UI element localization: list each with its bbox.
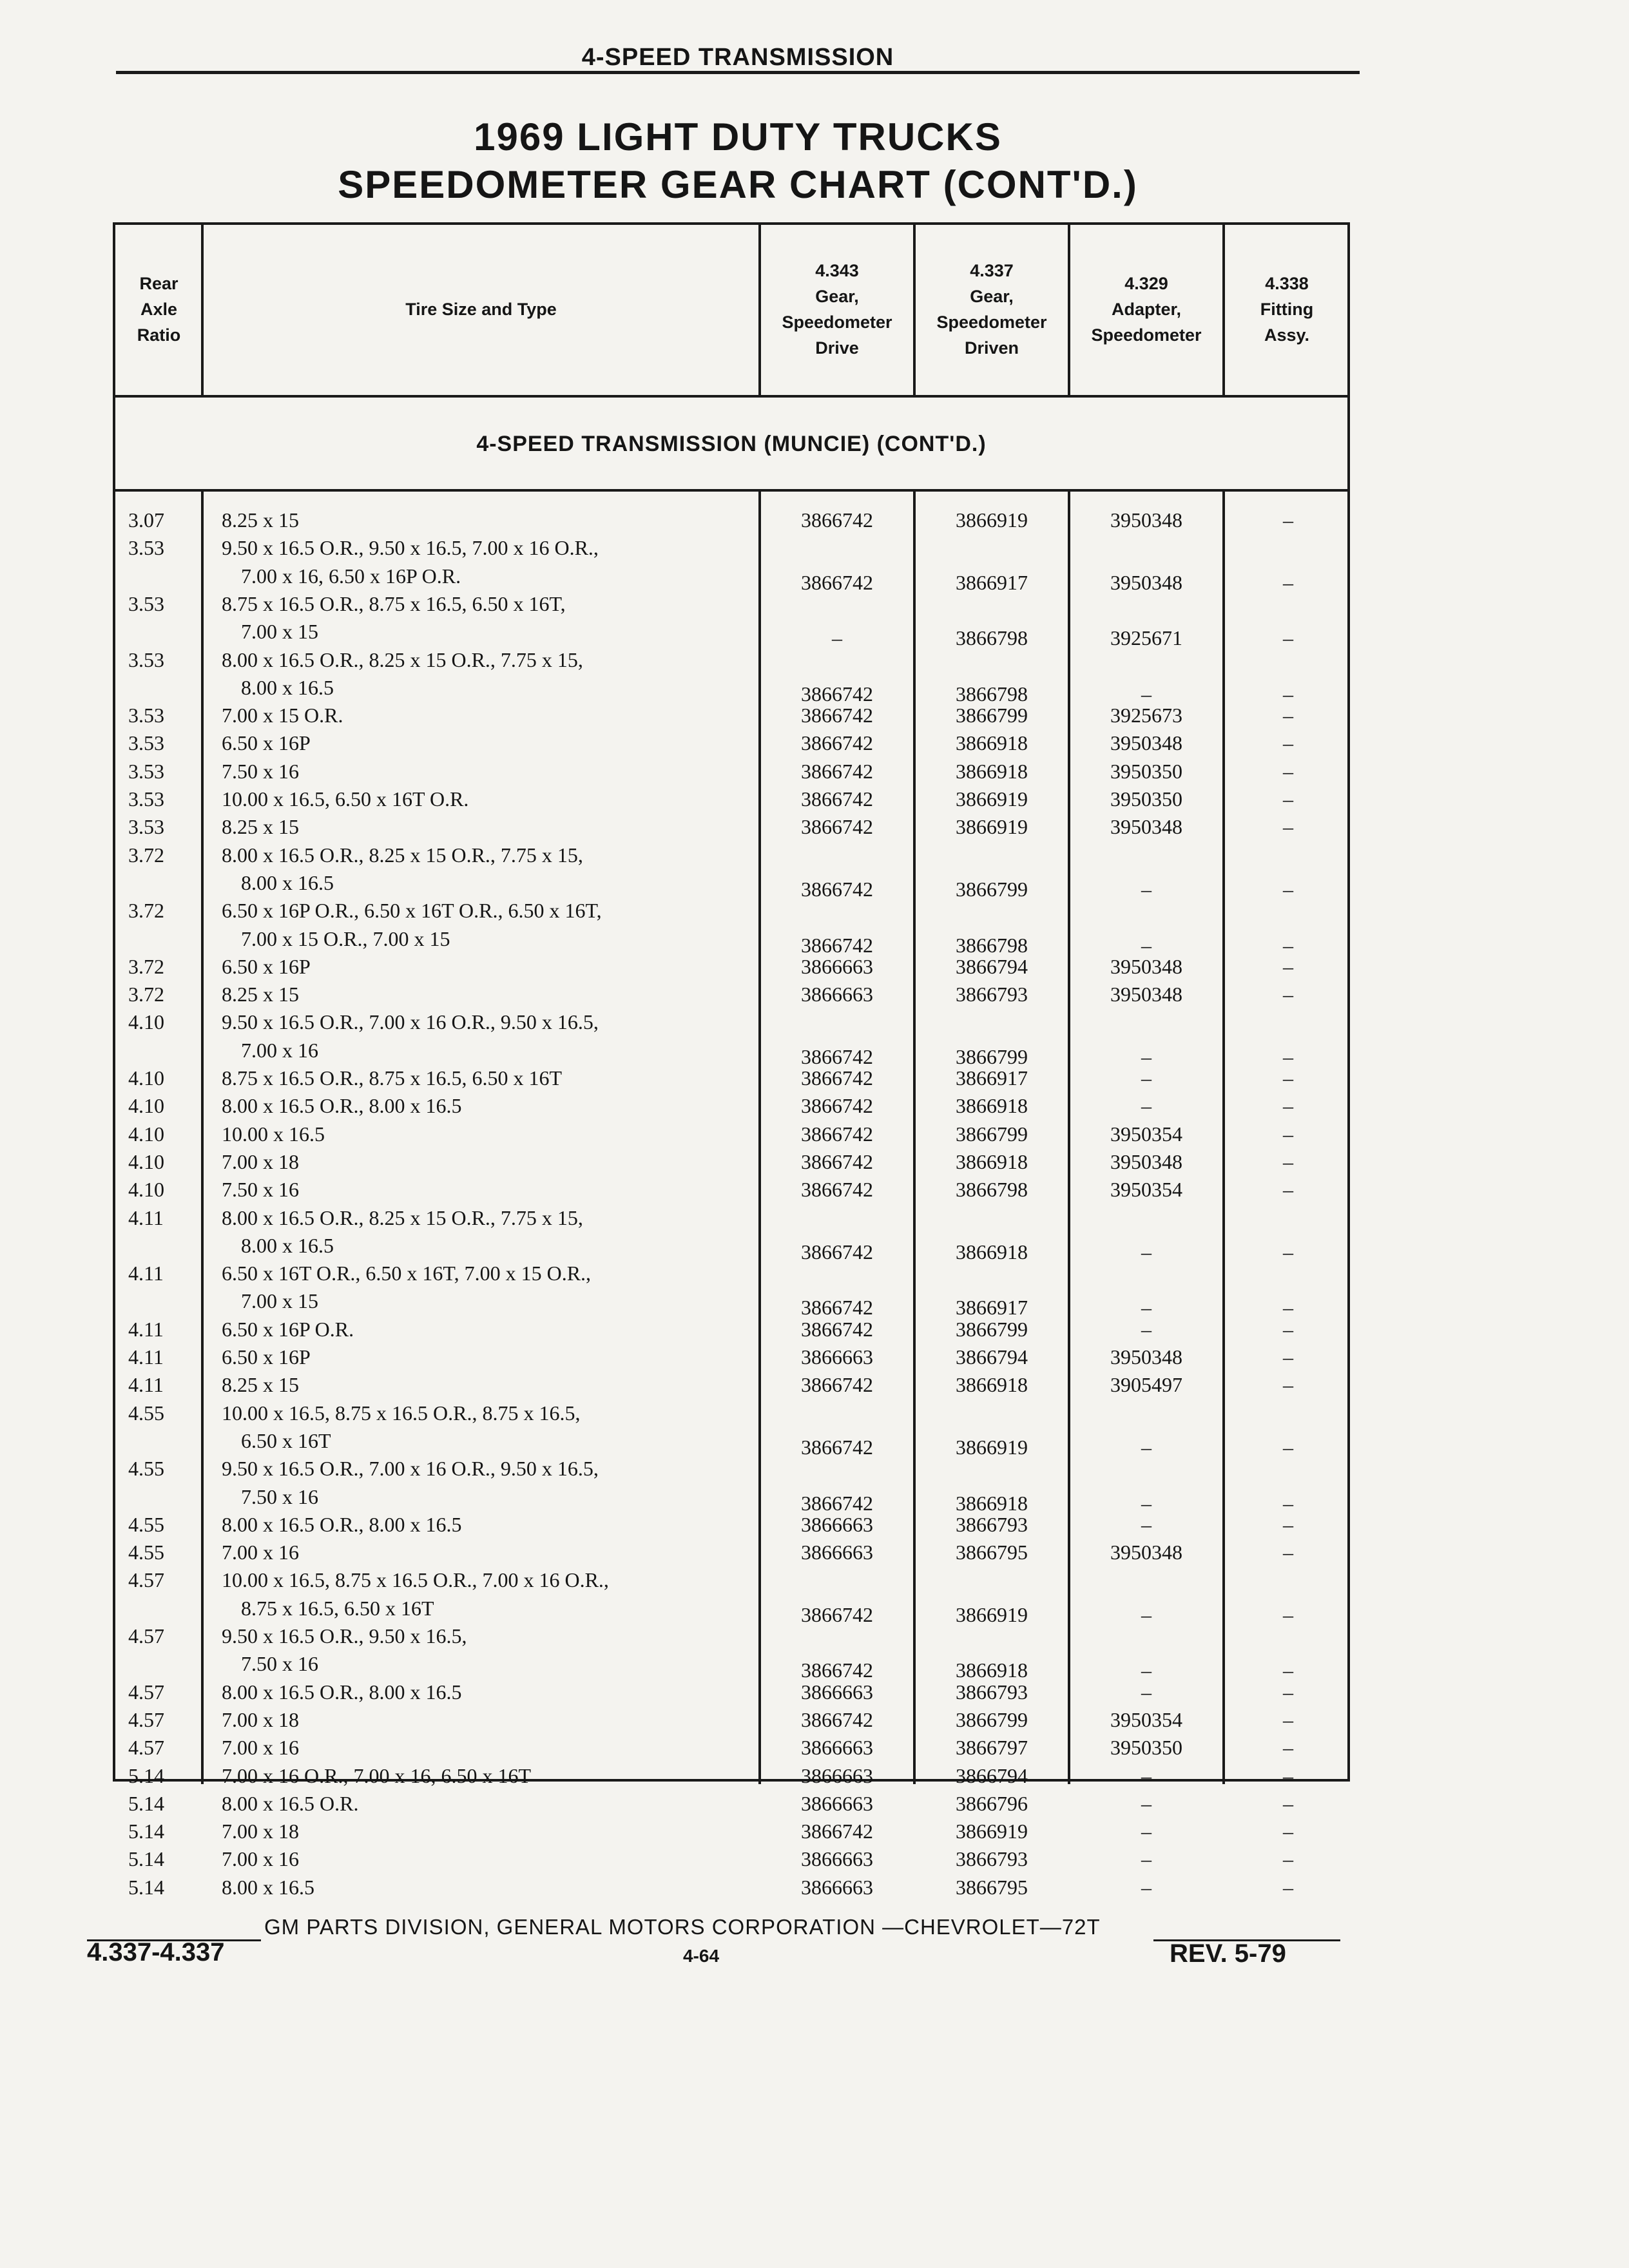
driven-gear-part: 3866795 [956,1541,1028,1564]
tire-size: 8.25 x 15 [222,508,299,532]
drive-gear-part: 3866742 [801,1602,873,1626]
tire-size: 8.75 x 16.5 O.R., 8.75 x 16.5, 6.50 x 16T [222,1066,562,1090]
drive-gear-part: – [832,626,842,650]
adapter-part: – [1141,682,1152,706]
fitting-assy-part: – [1283,1149,1293,1173]
rear-axle-ratio: 3.07 [128,508,164,532]
rear-axle-ratio: 3.72 [128,983,164,1006]
rear-axle-ratio: 3.53 [128,591,164,615]
tire-size: 7.50 x 16 [241,1652,318,1676]
adapter-part: – [1141,1791,1152,1815]
adapter-part: 3950354 [1110,1707,1182,1731]
drive-gear-part: 3866742 [801,1658,873,1682]
drive-gear-part: 3866663 [801,954,873,978]
rear-axle-ratio: 5.14 [128,1847,164,1871]
drive-gear-part: 3866742 [801,815,873,839]
fitting-assy-part: – [1283,1680,1293,1704]
fitting-assy-part: – [1283,1435,1293,1459]
rear-axle-ratio: 4.11 [128,1373,164,1397]
tire-size: 7.50 x 16 [241,1485,318,1508]
tire-size: 7.50 x 16 [222,1178,299,1202]
rear-axle-ratio: 3.53 [128,704,164,727]
adapter-part: – [1141,1820,1152,1843]
drive-gear-part: 3866742 [801,1044,873,1068]
driven-gear-part: 3866799 [956,704,1028,727]
rear-axle-ratio: 3.53 [128,536,164,560]
table-subheader: 4-SPEED TRANSMISSION (MUNCIE) (CONT'D.) [476,431,987,456]
drive-gear-part: 3866663 [801,1875,873,1899]
driven-gear-part: 3866917 [956,1066,1028,1090]
drive-gear-part: 3866663 [801,1345,873,1369]
column-header-line: Drive [815,338,859,358]
column-divider [758,225,761,395]
rear-axle-ratio: 3.72 [128,843,164,867]
drive-gear-part: 3866742 [801,1178,873,1202]
page-number: 4-64 [683,1946,720,1966]
tire-size: 9.50 x 16.5 O.R., 9.50 x 16.5, [222,1624,467,1648]
adapter-part: 3925671 [1110,626,1182,650]
tire-size: 8.75 x 16.5, 6.50 x 16T [241,1596,434,1620]
column-header-line: Speedometer [1091,325,1202,345]
drive-gear-part: 3866742 [801,1820,873,1843]
column-header-line: 4.337 [970,261,1014,280]
driven-gear-part: 3866918 [956,1658,1028,1682]
rear-axle-ratio: 4.11 [128,1206,164,1229]
adapter-part: – [1141,1875,1152,1899]
drive-gear-part: 3866742 [801,1373,873,1397]
tire-size: 8.25 x 15 [222,1373,299,1397]
fitting-assy-part: – [1283,682,1293,706]
driven-gear-part: 3866918 [956,1094,1028,1118]
fitting-assy-part: – [1283,1296,1293,1320]
page-subtitle: SPEEDOMETER GEAR CHART (CONT'D.) [338,163,1138,206]
fitting-assy-part: – [1283,1541,1293,1564]
fitting-assy-part: – [1283,508,1293,532]
fitting-assy-part: – [1283,1317,1293,1341]
drive-gear-part: 3866742 [801,1149,873,1173]
drive-gear-part: 3866663 [801,983,873,1006]
tire-size: 8.00 x 16.5 [241,1233,334,1257]
driven-gear-part: 3866793 [956,983,1028,1006]
fitting-assy-part: – [1283,704,1293,727]
adapter-part: 3925673 [1110,704,1182,727]
tire-size: 8.00 x 16.5 O.R., 8.00 x 16.5 [222,1680,462,1704]
driven-gear-part: 3866798 [956,682,1028,706]
adapter-part: – [1141,933,1152,957]
driven-gear-part: 3866796 [956,1791,1028,1815]
driven-gear-part: 3866918 [956,759,1028,783]
tire-size: 8.00 x 16.5 O.R. [222,1791,359,1815]
driven-gear-part: 3866799 [956,1707,1028,1731]
column-header-fitting [1224,225,1350,394]
drive-gear-part: 3866663 [801,1680,873,1704]
fitting-assy-part: – [1283,1791,1293,1815]
drive-gear-part: 3866663 [801,1847,873,1871]
rear-axle-ratio: 4.10 [128,1178,164,1202]
column-header-line: 4.329 [1124,274,1168,293]
drive-gear-part: 3866742 [801,731,873,755]
column-header-line: Driven [964,338,1019,358]
drive-gear-part: 3866742 [801,1707,873,1731]
adapter-part: 3950348 [1110,508,1182,532]
column-header-line: Fitting [1260,300,1314,319]
column-header-line: Speedometer [936,312,1047,332]
driven-gear-part: 3866918 [956,731,1028,755]
rear-axle-ratio: 5.14 [128,1875,164,1899]
fitting-assy-part: – [1283,1178,1293,1202]
fitting-assy-part: – [1283,954,1293,978]
adapter-part: – [1141,1680,1152,1704]
drive-gear-part: 3866742 [801,787,873,811]
fitting-assy-part: – [1283,815,1293,839]
tire-size: 10.00 x 16.5, 6.50 x 16T O.R. [222,787,469,811]
driven-gear-part: 3866919 [956,1820,1028,1843]
header-rule [116,71,1360,74]
fitting-assy-part: – [1283,1658,1293,1682]
adapter-part: – [1141,1066,1152,1090]
tire-size: 6.50 x 16P O.R. [222,1317,354,1341]
drive-gear-part: 3866742 [801,1122,873,1146]
fitting-assy-part: – [1283,1875,1293,1899]
drive-gear-part: 3866742 [801,570,873,594]
adapter-part: – [1141,1658,1152,1682]
driven-gear-part: 3866793 [956,1512,1028,1536]
driven-gear-part: 3866918 [956,1373,1028,1397]
rear-axle-ratio: 3.53 [128,787,164,811]
tire-size: 8.75 x 16.5 O.R., 8.75 x 16.5, 6.50 x 16T, [222,591,566,615]
tire-size: 8.25 x 15 [222,983,299,1006]
driven-gear-part: 3866799 [956,1122,1028,1146]
rear-axle-ratio: 3.72 [128,954,164,978]
column-header-line: Rear [139,274,178,293]
rear-axle-ratio: 4.10 [128,1149,164,1173]
rear-axle-ratio: 4.57 [128,1624,164,1648]
driven-gear-part: 3866798 [956,626,1028,650]
rear-axle-ratio: 4.55 [128,1457,164,1481]
adapter-part: 3950348 [1110,983,1182,1006]
driven-gear-part: 3866918 [956,1491,1028,1515]
tire-size: 7.00 x 15 [241,620,318,644]
fitting-assy-part: – [1283,1240,1293,1264]
rear-axle-ratio: 5.14 [128,1763,164,1787]
footer-corporation: GM PARTS DIVISION, GENERAL MOTORS CORPORATION —CHEVROLET—72T [264,1915,1101,1939]
tire-size: 8.00 x 16.5 [241,675,334,699]
adapter-part: 3950350 [1110,787,1182,811]
column-header-line: Tire Size and Type [405,300,557,319]
tire-size: 8.00 x 16.5 O.R., 8.25 x 15 O.R., 7.75 x 15, [222,843,583,867]
column-divider [201,225,204,395]
adapter-part: 3950348 [1110,815,1182,839]
fitting-assy-part: – [1283,983,1293,1006]
rear-axle-ratio: 4.57 [128,1680,164,1704]
column-divider [1068,225,1070,395]
adapter-part: – [1141,1044,1152,1068]
driven-gear-part: 3866794 [956,954,1028,978]
adapter-part: – [1141,1763,1152,1787]
tire-size: 8.00 x 16.5 O.R., 8.00 x 16.5 [222,1512,462,1536]
drive-gear-part: 3866663 [801,1763,873,1787]
column-divider [201,492,204,1784]
tire-size: 9.50 x 16.5 O.R., 7.00 x 16 O.R., 9.50 x 16.5, [222,1457,599,1481]
tire-size: 10.00 x 16.5, 8.75 x 16.5 O.R., 7.00 x 16 O.R., [222,1568,609,1592]
header-divider [115,395,1347,398]
fitting-assy-part: – [1283,1122,1293,1146]
tire-size: 9.50 x 16.5 O.R., 9.50 x 16.5, 7.00 x 16 O.R., [222,536,599,560]
drive-gear-part: 3866742 [801,1317,873,1341]
fitting-assy-part: – [1283,933,1293,957]
fitting-assy-part: – [1283,787,1293,811]
driven-gear-part: 3866919 [956,1602,1028,1626]
column-header-line: Assy. [1264,325,1310,345]
drive-gear-part: 3866742 [801,1240,873,1264]
fitting-assy-part: – [1283,1066,1293,1090]
driven-gear-part: 3866795 [956,1875,1028,1899]
tire-size: 7.00 x 16 [222,1847,299,1871]
tire-size: 8.25 x 15 [222,815,299,839]
tire-size: 9.50 x 16.5 O.R., 7.00 x 16 O.R., 9.50 x 16.5, [222,1010,599,1034]
rear-axle-ratio: 4.11 [128,1317,164,1341]
drive-gear-part: 3866663 [801,1791,873,1815]
column-header-line: Ratio [137,325,181,345]
drive-gear-part: 3866663 [801,1736,873,1760]
driven-gear-part: 3866918 [956,1149,1028,1173]
adapter-part: 3950348 [1110,1541,1182,1564]
adapter-part: – [1141,1602,1152,1626]
drive-gear-part: 3866663 [801,1541,873,1564]
tire-size: 10.00 x 16.5 [222,1122,325,1146]
driven-gear-part: 3866793 [956,1847,1028,1871]
adapter-part: – [1141,1317,1152,1341]
column-header-adapter [1069,225,1224,394]
tire-size: 8.00 x 16.5 [241,870,334,894]
fitting-assy-part: – [1283,1847,1293,1871]
fitting-assy-part: – [1283,1820,1293,1843]
adapter-part: – [1141,1094,1152,1118]
driven-gear-part: 3866797 [956,1736,1028,1760]
drive-gear-part: 3866742 [801,933,873,957]
drive-gear-part: 3866742 [801,1066,873,1090]
adapter-part: – [1141,1435,1152,1459]
adapter-part: – [1141,1240,1152,1264]
driven-gear-part: 3866919 [956,815,1028,839]
driven-gear-part: 3866919 [956,1435,1028,1459]
adapter-part: – [1141,877,1152,901]
drive-gear-part: 3866742 [801,508,873,532]
tire-size: 7.00 x 18 [222,1820,299,1843]
revision-label: REV. 5-79 [1170,1939,1286,1968]
rear-axle-ratio: 3.53 [128,759,164,783]
rear-axle-ratio: 4.55 [128,1401,164,1425]
tire-size: 6.50 x 16P [222,954,311,978]
drive-gear-part: 3866742 [801,704,873,727]
adapter-part: 3905497 [1110,1373,1182,1397]
drive-gear-part: 3866742 [801,877,873,901]
tire-size: 7.00 x 16 O.R., 7.00 x 16, 6.50 x 16T [222,1763,531,1787]
tire-size: 7.00 x 16, 6.50 x 16P O.R. [241,564,461,588]
fitting-assy-part: – [1283,759,1293,783]
tire-size: 8.00 x 16.5 O.R., 8.25 x 15 O.R., 7.75 x 15, [222,648,583,671]
tire-size: 7.00 x 16 [222,1736,299,1760]
rear-axle-ratio: 4.10 [128,1066,164,1090]
tire-size: 7.00 x 18 [222,1149,299,1173]
fitting-assy-part: – [1283,1707,1293,1731]
rear-axle-ratio: 4.55 [128,1541,164,1564]
fitting-assy-part: – [1283,1491,1293,1515]
adapter-part: 3950348 [1110,1149,1182,1173]
footer-part-range: 4.337-4.337 [87,1938,225,1966]
page-title: 1969 LIGHT DUTY TRUCKS [474,115,1002,159]
column-header-line: 4.343 [815,261,859,280]
rear-axle-ratio: 4.10 [128,1010,164,1034]
fitting-assy-part: – [1283,1602,1293,1626]
adapter-part: – [1141,1847,1152,1871]
driven-gear-part: 3866799 [956,877,1028,901]
tire-size: 7.00 x 15 O.R., 7.00 x 15 [241,927,450,950]
tire-size: 6.50 x 16P [222,731,311,755]
driven-gear-part: 3866919 [956,787,1028,811]
section-title: 4-SPEED TRANSMISSION [581,44,894,71]
tire-size: 7.00 x 16 [241,1038,318,1062]
driven-gear-part: 3866917 [956,570,1028,594]
tire-size: 8.00 x 16.5 O.R., 8.00 x 16.5 [222,1094,462,1118]
tire-size: 6.50 x 16T [241,1428,331,1452]
drive-gear-part: 3866742 [801,1491,873,1515]
adapter-part: – [1141,1296,1152,1320]
adapter-part: 3950350 [1110,1736,1182,1760]
driven-gear-part: 3866798 [956,1178,1028,1202]
drive-gear-part: 3866742 [801,1435,873,1459]
fitting-assy-part: – [1283,1345,1293,1369]
tire-size: 7.00 x 18 [222,1707,299,1731]
driven-gear-part: 3866799 [956,1317,1028,1341]
fitting-assy-part: – [1283,1044,1293,1068]
driven-gear-part: 3866794 [956,1763,1028,1787]
tire-size: 6.50 x 16T O.R., 6.50 x 16T, 7.00 x 15 O.R., [222,1262,592,1285]
tire-size: 7.00 x 15 O.R. [222,704,343,727]
column-header-line: 4.338 [1265,274,1309,293]
rear-axle-ratio: 3.53 [128,648,164,671]
rear-axle-ratio: 4.57 [128,1707,164,1731]
adapter-part: 3950348 [1110,954,1182,978]
fitting-assy-part: – [1283,1736,1293,1760]
rear-axle-ratio: 4.10 [128,1094,164,1118]
rear-axle-ratio: 5.14 [128,1791,164,1815]
column-header-line: Gear, [970,287,1014,306]
rear-axle-ratio: 3.72 [128,899,164,923]
tire-size: 8.00 x 16.5 O.R., 8.25 x 15 O.R., 7.75 x 15, [222,1206,583,1229]
driven-gear-part: 3866794 [956,1345,1028,1369]
drive-gear-part: 3866742 [801,759,873,783]
gear-chart-table [113,222,1350,1899]
column-divider [913,225,916,395]
fitting-assy-part: – [1283,1512,1293,1536]
rear-axle-ratio: 5.14 [128,1820,164,1843]
rear-axle-ratio: 4.55 [128,1512,164,1536]
drive-gear-part: 3866742 [801,1296,873,1320]
fitting-assy-part: – [1283,1763,1293,1787]
adapter-part: 3950354 [1110,1122,1182,1146]
column-header-line: Axle [140,300,178,319]
driven-gear-part: 3866799 [956,1044,1028,1068]
rear-axle-ratio: 4.11 [128,1262,164,1285]
tire-size: 6.50 x 16P [222,1345,311,1369]
column-header-rear-axle-ratio [115,225,202,394]
adapter-part: 3950350 [1110,759,1182,783]
driven-gear-part: 3866919 [956,508,1028,532]
adapter-part: – [1141,1512,1152,1536]
column-header-line: Gear, [815,287,859,306]
driven-gear-part: 3866798 [956,933,1028,957]
tire-size: 10.00 x 16.5, 8.75 x 16.5 O.R., 8.75 x 16.5, [222,1401,581,1425]
fitting-assy-part: – [1283,626,1293,650]
driven-gear-part: 3866917 [956,1296,1028,1320]
tire-size: 7.00 x 15 [241,1289,318,1313]
adapter-part: 3950348 [1110,570,1182,594]
subheader-divider [115,489,1347,492]
adapter-part: 3950348 [1110,1345,1182,1369]
rear-axle-ratio: 3.53 [128,731,164,755]
fitting-assy-part: – [1283,1373,1293,1397]
tire-size: 8.00 x 16.5 [222,1875,314,1899]
rear-axle-ratio: 4.57 [128,1736,164,1760]
tire-size: 7.00 x 16 [222,1541,299,1564]
adapter-part: 3950348 [1110,731,1182,755]
fitting-assy-part: – [1283,1094,1293,1118]
column-header-tire-size [202,225,760,394]
driven-gear-part: 3866793 [956,1680,1028,1704]
tire-size: 7.50 x 16 [222,759,299,783]
rear-axle-ratio: 4.11 [128,1345,164,1369]
fitting-assy-part: – [1283,731,1293,755]
fitting-assy-part: – [1283,877,1293,901]
adapter-part: – [1141,1491,1152,1515]
driven-gear-part: 3866918 [956,1240,1028,1264]
rear-axle-ratio: 4.57 [128,1568,164,1592]
column-header-line: Speedometer [782,312,892,332]
column-header-drive-gear [760,225,914,394]
rear-axle-ratio: 3.53 [128,815,164,839]
column-divider [1222,225,1225,395]
adapter-part: 3950354 [1110,1178,1182,1202]
rear-axle-ratio: 4.10 [128,1122,164,1146]
drive-gear-part: 3866742 [801,1094,873,1118]
fitting-assy-part: – [1283,570,1293,594]
column-header-line: Adapter, [1111,300,1182,319]
drive-gear-part: 3866663 [801,1512,873,1536]
tire-size: 6.50 x 16P O.R., 6.50 x 16T O.R., 6.50 x 16T, [222,899,602,923]
drive-gear-part: 3866742 [801,682,873,706]
column-header-driven-gear [914,225,1069,394]
